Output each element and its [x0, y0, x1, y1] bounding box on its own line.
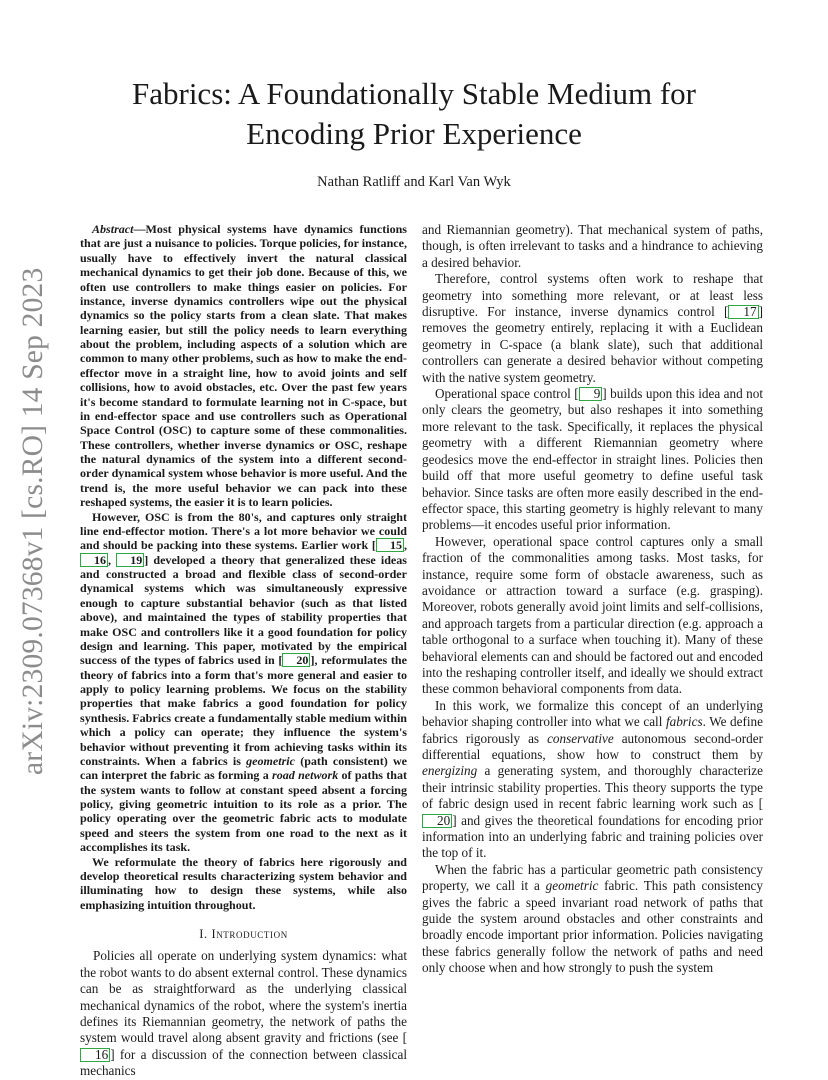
citation-link[interactable]: 15: [376, 538, 404, 552]
abstract-paragraph-2: However, OSC is from the 80's, and captures only straight line end-effector motion. There's a lot more behavior we could and should be packing into these systems. Earlier work [ 15 , 16 , 19 ] developed a theory that generalized these ideas and constructed a broad and flexible class of second-order dynamical systems which was simultaneously expressive enough to capture substantial behavior (such as that listed above), and maintained the types of stability properties that make OSC and controllers like it a good foundation for policy design and learning. This paper, motivated by the empirical success of the types of fabrics used in [ 20 ], reformulates the theory of fabrics into a form that's more general and easier to apply to policy learning problems. We focus on the stability properties that make fabrics a good foundation for policy synthesis. Fabrics create a fundamentally stable medium within which a policy can operate; they influence the system's behavior without preventing it from achieving tasks within its constraints. When a fabrics is geometric (path consistent) we can interpret the fabric as forming a road network of paths that the system wants to follow at constant speed absent a forcing policy, giving geometric intuition to its role as a prior. The policy operating over the geometric fabric acts to modulate speed and steers the system from one road to the next as it accomplishes its task.: [80, 509, 408, 855]
arxiv-identifier: arXiv:2309.07368v1 [cs.RO] 14 Sep 2023: [17, 267, 49, 775]
abstract: [80, 222, 407, 912]
citation-link[interactable]: 16: [80, 553, 108, 567]
right-paragraph-3: Operational space control [ 9 ] builds upon this idea and not only clears the geometry, but also reshapes it into something more relevant to the task. Specifically, it replaces the physical geometry with a different Riemannian geometry where geodesics move the end-effector in straight lines. Policies then build off that more useful geometry to define useful task behavior. Since tasks are often more easily described in the end-effector space, this starting geometry is highly relevant to many problems—it encodes useful prior information.: [422, 386, 764, 533]
right-paragraph-1: and Riemannian geometry). That mechanical system of paths, though, is often irrelevant to tasks and a hindrance to achieving a desired behavior.: [422, 222, 763, 270]
intro-paragraph-1: Policies all operate on underlying system dynamics: what the robot wants to do absent external control. These dynamics can be as straightforward as the underlying classical mechanical dynamics of the robot, where the system's inertia defines its Riemannian geometry, the network of paths the system would travel along absent gravity and frictions (see [16 ] for a discussion of the connection between classical mechanics: [80, 948, 407, 1079]
abstract-label: Abstract: [92, 222, 134, 236]
title-line-1: Fabrics: A Foundationally Stable Medium for: [132, 76, 696, 111]
authors: Nathan Ratliff and Karl Van Wyk: [317, 174, 511, 190]
citation-link[interactable]: 20: [282, 653, 310, 667]
citation-link[interactable]: 17: [728, 305, 758, 319]
paper-title: [80, 74, 748, 154]
title-line-2: Encoding Prior Experience: [246, 116, 582, 151]
intro-body: [80, 948, 407, 1079]
right-paragraph-4: However, operational space control captures only a small fraction of the commonalities among tasks. Most tasks, for instance, require some form of obstacle awareness, such as avoidance or attraction toward a surface (e.g. grasping). Moreover, robots generally avoid joint limits and self-collisions, and approach targets from a particular direction (e.g. approach a table orthogonal to a surface when touching it). Many of these behavioral elements can and should be factored out and encoded into the reshaping controller itself, and ideally we should extract these common behavioral components from data.: [422, 533, 763, 697]
right-paragraph-6: When the fabric has a particular geometric path consistency property, we call it a geometric fabric. This path consistency gives the fabric a speed invariant road network of paths that guide the system around obstacles and other constraints and broadly encode important prior information. Policies navigating these fabrics generally follow the network of paths and need only choose when and how strongly to push the system: [422, 861, 763, 976]
abstract-paragraph-3: We reformulate the theory of fabrics here rigorously and develop theoretical results characterizing system behavior and illuminating how to design these systems, while also emphasizing intuition throughout.: [80, 854, 407, 912]
section-heading: I. Introduction: [199, 927, 288, 941]
citation-link[interactable]: 19: [116, 553, 144, 567]
left-column: [80, 222, 407, 1080]
citation-link[interactable]: 16: [80, 1048, 110, 1062]
citation-link[interactable]: 9: [579, 387, 603, 401]
right-paragraph-2: Therefore, control systems often work to reshape that geometry into something more relevant, or at least less disruptive. For instance, inverse dynamics control [ 17 ] removes the geometry entirely, replacing it with a Euclidean geometry in C-space (a blank slate), such that additional controllers can generate a desired behavior without competing with the native system geometry.: [422, 271, 763, 385]
right-paragraph-5: In this work, we formalize this concept of an underlying behavior shaping controller into what we call fabrics. We define fabrics rigorously as conservative autonomous second-order differential equations, show how to construct them by energizing a generating system, and thoroughly characterize their intrinsic stability properties. This theory supports the type of fabric design used in recent fabric learning work such as [20 ] and gives the theoretical foundations for encoding prior information into an underlying fabric and training policies over the top of it.: [422, 697, 763, 861]
right-column: [422, 222, 763, 977]
citation-link[interactable]: 20: [422, 814, 452, 828]
arxiv-sidebar: [13, 255, 53, 775]
abstract-paragraph-1: Abstract—Most physical systems have dynamics functions that are just a nuisance to policies. Torque policies, for instance, usually have to effectively invert the natural classical mechanical dynamics to get their job done. Because of this, we often use controllers to make things easier on policies. For instance, inverse dynamics controllers wipe out the physical dynamics so the policy starts from a clean slate. That makes learning easier, but still the policy needs to learn everything about the problem, including aspects of a solution which are common to many other problems, such as how to make the end-effector move in a straight line, how to avoid joints and self collisions, how to avoid obstacles, etc. Over the past few years it's become standard to formulate learning not in C-space, but in end-effector space and use controllers such as Operational Space Control (OSC) to capture some of these commonalities. These controllers, whether inverse dynamics or OSC, reshape the natural dynamics of the system into a different second-order dynamical system whose behavior is more useful. And the trend is, the more useful behavior we can pack into these reshaped systems, the easier it is to learn policies.: [80, 222, 407, 510]
